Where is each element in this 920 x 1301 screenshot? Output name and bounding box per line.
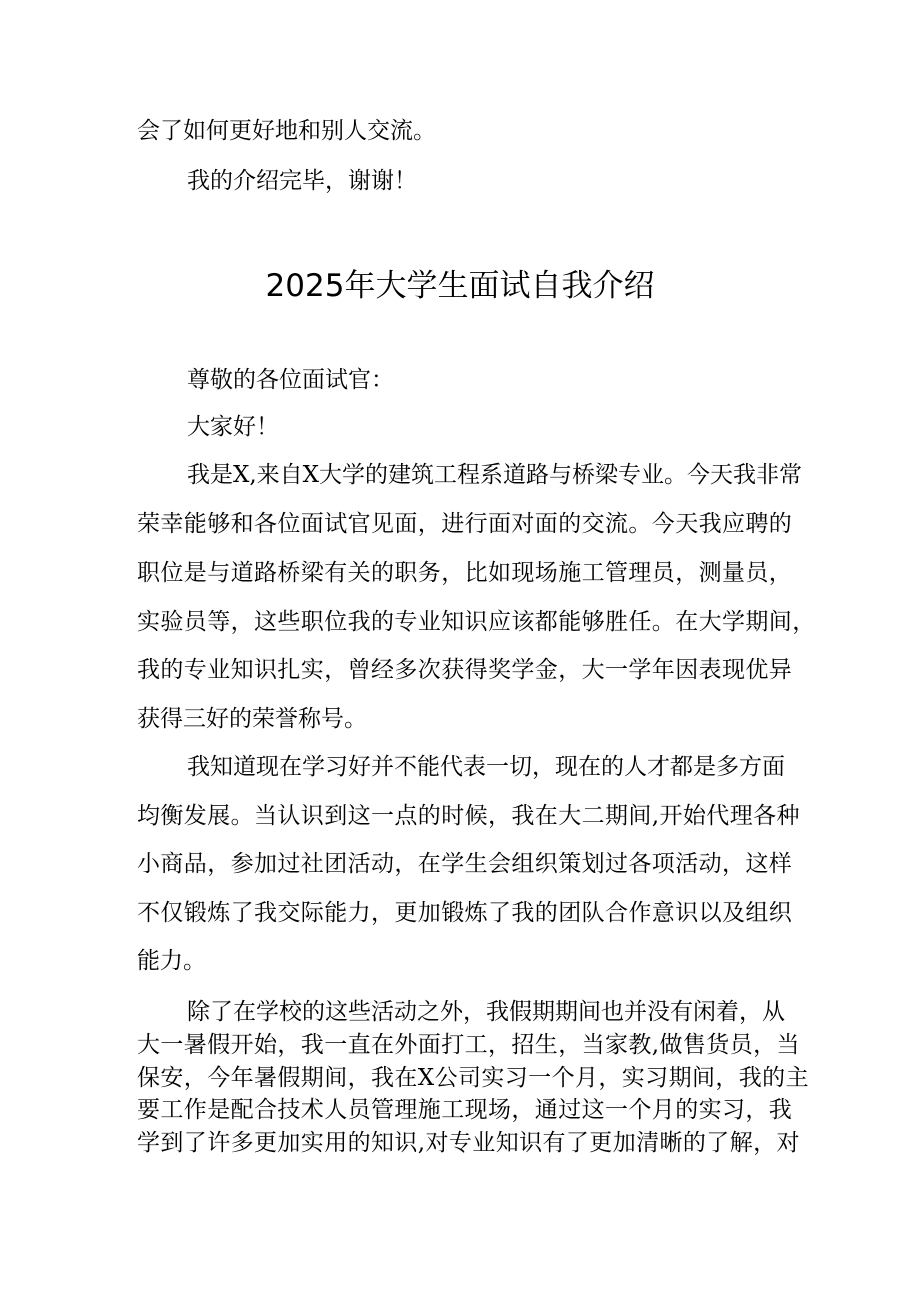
salutation: 尊敬的各位面试官： — [187, 367, 394, 393]
paragraph-line: 荣幸能够和各位面试官见面，进行面对面的交流。今天我应聘的 — [137, 511, 793, 537]
text-line: 会了如何更好地和别人交流。 — [137, 118, 436, 144]
paragraph-line: 我的专业知识扎实，曾经多次获得奖学金，大一学年因表现优异 — [137, 657, 793, 683]
paragraph-line: 保安，今年暑假期间，我在X公司实习一个月，实习期间，我的主 — [137, 1065, 809, 1091]
paragraph-line: 能力。 — [137, 948, 206, 974]
paragraph-line: 不仅锻炼了我交际能力，更加锻炼了我的团队合作意识以及组织 — [137, 900, 793, 926]
paragraph-line: 均衡发展。当认识到这一点的时候，我在大二期间,开始代理各种 — [137, 803, 800, 829]
greeting: 大家好！ — [187, 414, 279, 440]
closing-line: 我的介绍完毕，谢谢！ — [187, 168, 417, 194]
paragraph-line: 实验员等，这些职位我的专业知识应该都能够胜任。在大学期间， — [137, 609, 816, 635]
paragraph-line: 我知道现在学习好并不能代表一切，现在的人才都是多方面 — [187, 754, 785, 780]
paragraph-line: 我是X,来自X大学的建筑工程系道路与桥梁专业。今天我非常 — [187, 462, 803, 488]
paragraph-line: 学到了许多更加实用的知识,对专业知识有了更加清晰的了解，对 — [137, 1130, 800, 1156]
paragraph-line: 小商品，参加过社团活动，在学生会组织策划过各项活动，这样 — [137, 851, 793, 877]
paragraph-line: 职位是与道路桥梁有关的职务，比如现场施工管理员，测量员， — [137, 560, 793, 586]
paragraph-line: 要工作是配合技术人员管理施工现场，通过这一个月的实习，我 — [137, 1097, 793, 1123]
paragraph-line: 大一暑假开始，我一直在外面打工，招生，当家教,做售货员，当 — [137, 1032, 800, 1058]
paragraph-line: 除了在学校的这些活动之外，我假期期间也并没有闲着，从 — [187, 999, 785, 1025]
paragraph-line: 获得三好的荣誉称号。 — [137, 706, 367, 732]
document-title: 2025年大学生面试自我介绍 — [265, 268, 655, 304]
